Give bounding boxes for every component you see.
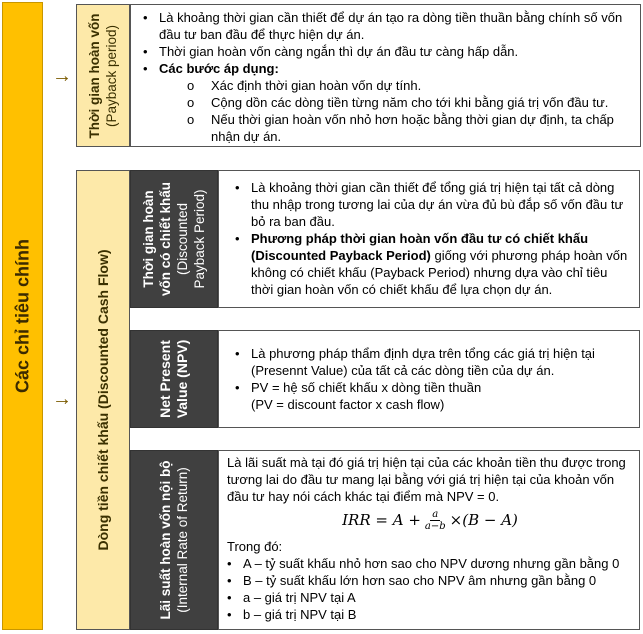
irr-intro: Là lãi suất mà tại đó giá trị hiện tại của các khoản tiền thu được trong tương lai do đầu tư mang lại bằng với giá trị hiện tại của khoản vốn đầu tư hay nói cách khác tại điểm mà NPV = 0. bbox=[227, 455, 626, 504]
dpp-content bbox=[218, 170, 640, 308]
irr-item-text: A – tỷ suất khấu nhỏ hơn sao cho NPV dương nhưng gần bằng 0 bbox=[243, 556, 620, 571]
list-item: • Phương pháp thời gian hoàn vốn đầu tư có chiết khấu (Discounted Payback Period) giống với phương pháp hoàn vốn không có chiết khấu (Payback Period) nhưng dựa vào chỉ tiêu thời gian hoàn vốn có chiết khấu để lựa chọn dự án. bbox=[235, 231, 628, 297]
irr-formula-left: IRR = A + bbox=[342, 511, 421, 529]
dpp-label-box bbox=[130, 170, 218, 308]
list-item: • B – tỷ suất khấu lớn hơn sao cho NPV âm nhưng gần bằng 0 bbox=[227, 573, 597, 588]
dpp-label-line: Payback Period) bbox=[192, 189, 207, 289]
list-item: • Thời gian hoàn vốn càng ngắn thì dự án đầu tư càng hấp dẫn. bbox=[143, 44, 519, 59]
dpp-bullet-text: giống với phương pháp hoàn vốn không có chiết khấu (Payback Period) nhưng dựa vào chỉ tiêu thời gian hoàn vốn có chiết khấu để lựa chọn dự án. bbox=[251, 248, 628, 297]
irr-item-text: B – tỷ suất khấu lớn hơn sao cho NPV âm nhưng gần bằng 0 bbox=[243, 573, 597, 588]
list-item: • Là khoảng thời gian cần thiết để dự án tạo ra dòng tiền thuần bằng chính số vốn đầu tư ban đầu để thực hiện dự án. bbox=[143, 10, 623, 42]
npv-bullet-cont: (PV = discount factor x cash flow) bbox=[251, 397, 445, 412]
payback-content bbox=[130, 4, 641, 147]
irr-formula-right: ×(B − A) bbox=[449, 511, 518, 529]
payback-steps-title: Các bước áp dụng: bbox=[159, 61, 279, 76]
main-category-bar bbox=[2, 2, 43, 630]
list-item: • Là phương pháp thẩm định dựa trên tổng các giá trị hiện tại (Presennt Value) của tất cả các dòng tiền của dự án. bbox=[235, 346, 595, 378]
irr-formula-fraction bbox=[425, 509, 446, 532]
irr-label-box bbox=[130, 450, 218, 630]
dpp-label-line: (Discounted bbox=[175, 202, 190, 276]
list-item: o Nếu thời gian hoàn vốn nhỏ hơn hoặc bằng thời gian dự định, ta chấp nhận dự án. bbox=[187, 112, 614, 144]
npv-content bbox=[218, 330, 640, 428]
npv-label-box bbox=[130, 330, 218, 428]
payback-label-box bbox=[76, 4, 130, 147]
irr-item-text: b – giá trị NPV tại B bbox=[243, 607, 357, 622]
payback-bullet-text: Là khoảng thời gian cần thiết để dự án tạo ra dòng tiền thuần bằng chính số vốn đầu tư ban đầu để thực hiện dự án. bbox=[159, 10, 623, 42]
payback-label-title: Thời gian hoàn vốn bbox=[87, 12, 102, 139]
payback-label-subtitle: (Payback period) bbox=[104, 24, 119, 127]
irr-where-label: Trong đó: bbox=[227, 539, 283, 554]
payback-bullet-text: Thời gian hoàn vốn càng ngắn thì dự án đầu tư càng hấp dẫn. bbox=[159, 44, 519, 59]
list-item: • a – giá trị NPV tại A bbox=[227, 590, 356, 605]
npv-label-line: Net Present bbox=[157, 340, 173, 418]
dpp-bullet-bold: Phương pháp thời gian hoàn vốn đầu tư có chiết khấu (Discounted Payback Period) bbox=[251, 231, 589, 263]
list-item: • Là khoảng thời gian cần thiết để tổng giá trị hiện tại tất cả dòng thu nhập trong tương lai của dự án vừa đủ bù đắp số vốn đầu tư bỏ ra ban đầu. bbox=[235, 180, 624, 229]
list-item: o Cộng dồn các dòng tiền từng năm cho tới khi bằng giá trị vốn đầu tư. bbox=[187, 95, 609, 110]
list-item: • Các bước áp dụng: bbox=[143, 61, 279, 76]
irr-formula bbox=[227, 509, 633, 532]
irr-label-line: Lãi suất hoàn vốn nội bộ bbox=[158, 460, 173, 620]
list-item: o Xác định thời gian hoàn vốn dự tính. bbox=[187, 78, 422, 93]
dpp-label-line: vốn có chiết khấu bbox=[158, 181, 173, 297]
irr-content bbox=[218, 450, 640, 630]
npv-label-line: Value (NPV) bbox=[174, 339, 190, 419]
dpp-label-line: Thời gian hoàn bbox=[141, 190, 156, 288]
payback-step-text: Nếu thời gian hoàn vốn nhỏ hơn hoặc bằng thời gian dự định, ta chấp nhận dự án. bbox=[211, 112, 614, 144]
list-item: • b – giá trị NPV tại B bbox=[227, 607, 357, 622]
arrow-right-icon: → bbox=[52, 65, 72, 87]
irr-formula-denominator: a−b bbox=[424, 521, 446, 532]
payback-step-text: Cộng dồn các dòng tiền từng năm cho tới khi bằng giá trị vốn đầu tư. bbox=[211, 95, 609, 110]
payback-step-text: Xác định thời gian hoàn vốn dự tính. bbox=[211, 78, 422, 93]
irr-formula-numerator: a bbox=[432, 509, 439, 520]
dcf-label-box bbox=[76, 170, 130, 630]
list-item bbox=[227, 396, 633, 413]
dcf-label: Dòng tiền chiết khấu (Discounted Cash Flow) bbox=[95, 249, 111, 551]
irr-label-line: (Internal Rate of Return) bbox=[175, 467, 190, 613]
arrow-right-icon: → bbox=[52, 388, 72, 410]
dpp-bullet-text: Là khoảng thời gian cần thiết để tổng giá trị hiện tại tất cả dòng thu nhập trong tương lai của dự án vừa đủ bù đắp số vốn đầu tư bỏ ra ban đầu. bbox=[251, 180, 624, 229]
list-item: • PV = hệ số chiết khấu x dòng tiền thuần bbox=[235, 380, 482, 395]
irr-item-text: a – giá trị NPV tại A bbox=[243, 590, 356, 605]
npv-bullet-text: PV = hệ số chiết khấu x dòng tiền thuần bbox=[251, 380, 482, 395]
list-item: • A – tỷ suất khấu nhỏ hơn sao cho NPV dương nhưng gần bằng 0 bbox=[227, 556, 620, 571]
npv-bullet-text: Là phương pháp thẩm định dựa trên tổng các giá trị hiện tại (Presennt Value) của tất cả các dòng tiền của dự án. bbox=[251, 346, 595, 378]
main-title: Các chỉ tiêu chính bbox=[12, 238, 32, 394]
